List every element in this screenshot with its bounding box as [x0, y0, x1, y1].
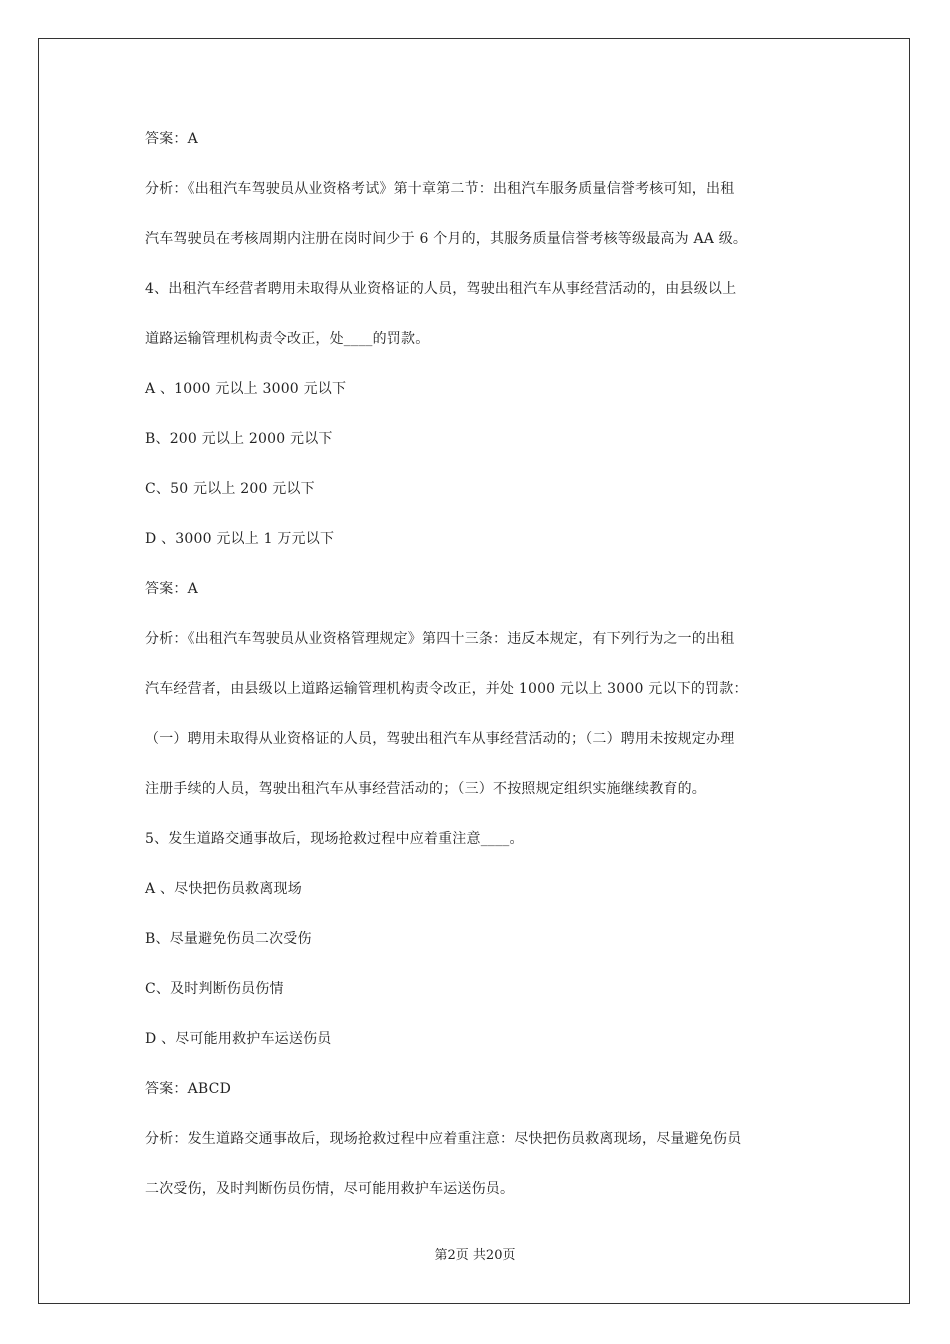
analysis-line: 分析：《出租汽车驾驶员从业资格管理规定》第四十三条：违反本规定，有下列行为之一的出租: [145, 631, 735, 647]
option-b: B、200 元以上 2000 元以下: [145, 431, 333, 447]
answer-line: 答案：ABCD: [145, 1081, 231, 1097]
question-line: 5、发生道路交通事故后，现场抢救过程中应着重注意____。: [145, 831, 524, 847]
option-c: C、50 元以上 200 元以下: [145, 481, 315, 497]
option-d: D 、3000 元以上 1 万元以下: [145, 531, 335, 547]
analysis-line: 分析：发生道路交通事故后，现场抢救过程中应着重注意：尽快把伤员救离现场，尽量避免伤员: [145, 1131, 742, 1147]
question-line: 4、出租汽车经营者聘用未取得从业资格证的人员，驾驶出租汽车从事经营活动的，由县级以上: [145, 281, 737, 297]
option-a: A 、1000 元以上 3000 元以下: [145, 381, 347, 397]
answer-line: 答案：A: [145, 131, 198, 147]
document-body: [145, 124, 825, 1224]
analysis-line: 汽车驾驶员在考核周期内注册在岗时间少于 6 个月的，其服务质量信誉考核等级最高为 AA 级。: [145, 231, 748, 247]
analysis-line: 汽车经营者，由县级以上道路运输管理机构责令改正，并处 1000 元以上 3000 元以下的罚款：: [145, 681, 748, 697]
question-line: 道路运输管理机构责令改正，处____的罚款。: [145, 331, 430, 347]
page-number: 第2页 共20页: [434, 1248, 516, 1263]
analysis-line: 分析：《出租汽车驾驶员从业资格考试》第十章第二节：出租汽车服务质量信誉考核可知，出租: [145, 181, 735, 197]
option-b: B、尽量避免伤员二次受伤: [145, 931, 312, 947]
analysis-line: 注册手续的人员，驾驶出租汽车从事经营活动的；（三）不按照规定组织实施继续教育的。: [145, 781, 706, 797]
option-c: C、及时判断伤员伤情: [145, 981, 284, 997]
answer-line: 答案：A: [145, 581, 198, 597]
option-d: D 、尽可能用救护车运送伤员: [145, 1031, 332, 1047]
option-a: A 、尽快把伤员救离现场: [145, 881, 302, 897]
analysis-line: 二次受伤，及时判断伤员伤情，尽可能用救护车运送伤员。: [145, 1181, 515, 1197]
analysis-line: （一）聘用未取得从业资格证的人员，驾驶出租汽车从事经营活动的；（二）聘用未按规定办理: [145, 731, 735, 747]
